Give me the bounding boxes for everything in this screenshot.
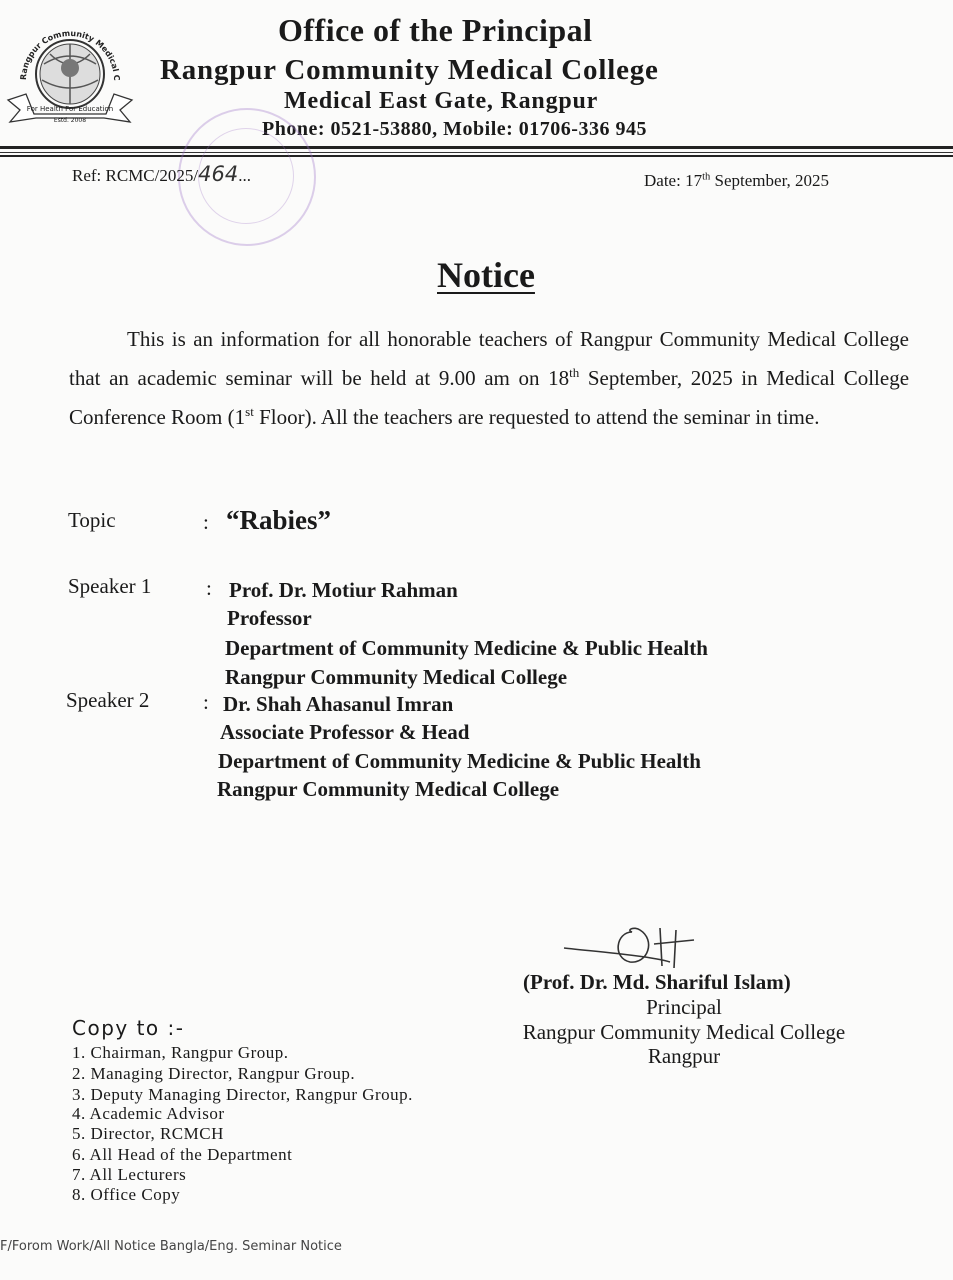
reference-number: Ref: RCMC/2025/464... — [72, 162, 251, 186]
contact-phone: Phone: 0521-53880, Mobile: 01706-336 945 — [262, 118, 647, 140]
college-logo — [4, 18, 136, 130]
speaker-1-colon: : — [206, 576, 212, 600]
signatory-name: (Prof. Dr. Md. Shariful Islam) — [523, 970, 791, 994]
header-rule — [0, 146, 953, 149]
copy-to-item: 7. All Lecturers — [72, 1165, 187, 1184]
signatory-place: Rangpur — [647, 1044, 721, 1068]
copy-to-item: 1. Chairman, Rangpur Group. — [72, 1043, 289, 1062]
speaker-2-designation: Associate Professor & Head — [220, 720, 470, 744]
header-rule — [0, 155, 953, 157]
speaker-1-label: Speaker 1 — [68, 574, 152, 598]
copy-to-item: 2. Managing Director, Rangpur Group. — [72, 1064, 356, 1083]
speaker-2-institution: Rangpur Community Medical College — [217, 777, 560, 801]
college-name: Rangpur Community Medical College — [160, 54, 659, 86]
speaker-2-colon: : — [203, 690, 209, 714]
file-path-footer: F/Forom Work/All Notice Bangla/Eng. Seminar Notice — [0, 1239, 342, 1254]
svg-text:Rangpur Community Medical Coll: Rangpur Community Medical C — [18, 28, 122, 81]
notice-body: This is an information for all honorable teachers of Rangpur Community Medical College that an academic seminar will be held at 9.00 am on 18th September, 2025 in Medical College Conference Room (1st Floor). All the teachers are requested to attend the seminar in time. — [69, 327, 910, 429]
copy-to-item: 6. All Head of the Department — [72, 1145, 293, 1164]
copy-to-item: 8. Office Copy — [72, 1185, 181, 1204]
signatory-designation: Principal — [646, 995, 722, 1019]
header-rule — [0, 152, 953, 153]
svg-text:For Health For Education: For Health For Education — [26, 105, 114, 113]
handwritten-signature — [560, 918, 710, 978]
speaker-1-designation: Professor — [227, 606, 312, 630]
topic-value: “Rabies” — [226, 505, 332, 535]
svg-text:Estd. 2008: Estd. 2008 — [53, 117, 87, 124]
college-address: Medical East Gate, Rangpur — [284, 88, 599, 114]
copy-to-item: 4. Academic Advisor — [72, 1104, 225, 1123]
copy-to-title: Copy to :- — [72, 1016, 185, 1040]
office-title: Office of the Principal — [278, 12, 593, 48]
speaker-2-name: Dr. Shah Ahasanul Imran — [223, 692, 454, 716]
copy-to-item: 3. Deputy Managing Director, Rangpur Group. — [72, 1085, 413, 1104]
speaker-1-department: Department of Community Medicine & Public Health — [225, 636, 708, 660]
signatory-institution: Rangpur Community Medical College — [522, 1020, 846, 1044]
speaker-1-name: Prof. Dr. Motiur Rahman — [229, 578, 458, 602]
speaker-2-label: Speaker 2 — [66, 688, 150, 712]
notice-date: Date: 17th September, 2025 — [644, 171, 830, 190]
speaker-2-department: Department of Community Medicine & Public Health — [218, 749, 701, 773]
copy-to-item: 5. Director, RCMCH — [72, 1124, 224, 1143]
topic-colon: : — [203, 510, 209, 534]
topic-label: Topic — [68, 508, 116, 532]
speaker-1-institution: Rangpur Community Medical College — [225, 665, 568, 689]
notice-heading: Notice — [437, 255, 535, 295]
